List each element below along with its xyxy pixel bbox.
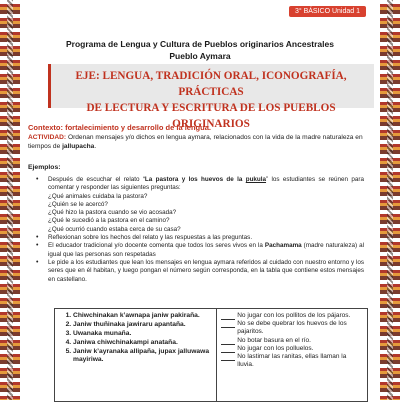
spanish-message-text: No se debe quebrar los huevos de los pajaritos. — [237, 320, 347, 336]
eje-line2: DE LECTURA Y ESCRITURA DE LOS PUEBLOS ORIGINARIOS — [86, 102, 336, 130]
aymara-message-list — [59, 312, 212, 364]
spanish-message — [221, 312, 363, 320]
aymara-message: 4. Janiwa chiwchinakampi anataña. — [73, 339, 212, 347]
eje-accent-bar — [48, 64, 51, 108]
answer-blank[interactable] — [221, 353, 235, 361]
activity-text-bold: jallupacha — [62, 142, 95, 150]
spanish-message-text: No jugar con los polluelos. — [237, 344, 314, 352]
spanish-column — [217, 309, 367, 401]
aymara-message: 3. Uwanaka munaña. — [73, 330, 212, 338]
aymara-column — [55, 309, 217, 401]
spanish-message — [221, 353, 363, 369]
answer-blank[interactable] — [221, 337, 235, 345]
aymara-message: 2. Janiw thuñinaka jawiraru apantaña. — [73, 321, 212, 329]
story-title-word: pukula — [245, 176, 267, 183]
instruction-item — [34, 176, 364, 234]
context-heading: Contexto: fortalecimiento y desarrollo de la lengua. — [28, 123, 211, 132]
activity-text-a: Ordenan mensajes y/o dichos en lengua aymara, relacionados con la vida de la madre naturaleza en tiempos de — [28, 134, 363, 150]
spanish-message-text: No jugar con los pollitos de los pájaros. — [237, 312, 351, 319]
question-item: ¿Qué le sucedió a la pastora en el camino? — [48, 217, 170, 225]
story-title: La pastora y los huevos de la — [144, 176, 246, 183]
instruction-item: • Reflexionan sobre los hechos del relato y las respuestas a las preguntas. — [34, 234, 364, 242]
activity-text-end: . — [94, 142, 97, 150]
question-item: ¿Qué animales cuidaba la pastora? — [48, 192, 148, 200]
instruction-text: ” los estudiantes se reúnen para comentar y responder las siguientes preguntas: — [48, 176, 365, 192]
aymara-message: 1. Chiwchinakan k’awnapa janiw pakiraña. — [73, 312, 212, 320]
pachamama-word: Pachamama — [264, 242, 302, 250]
program-title-line1: Programa de Lengua y Cultura de Pueblos originarios Ancestrales — [66, 39, 334, 49]
eje-line1: EJE: LENGUA, TRADICIÓN ORAL, ICONOGRAFÍA, PRÁCTICAS — [75, 70, 347, 98]
matching-table — [54, 308, 368, 402]
decorative-border-right — [380, 0, 400, 400]
instruction-text: (madre naturaleza) al igual que las personas son respetadas — [48, 242, 364, 258]
question-item: ¿Qué hizo la pastora cuando se vio acosada? — [48, 209, 177, 217]
question-item: ¿Quién se le acercó? — [48, 200, 108, 208]
examples-heading: Ejemplos: — [28, 164, 61, 171]
decorative-border-left — [0, 0, 20, 400]
aymara-message: 5. Janiw k’ayranaka allipaña, jupax jalluwawa mayiriwa. — [73, 348, 212, 365]
instruction-item: • Le pide a los estudiantes que lean los mensajes en lengua aymara referidos al cuidado con nuestro entorno y los seres que en él habitan, y luego pongan el número según corresponda, en la tabla que contiene estos mensajes en castellano. — [34, 259, 364, 284]
spanish-message — [221, 345, 363, 353]
program-title — [28, 38, 372, 62]
program-title-line2: Pueblo Aymara — [169, 51, 231, 61]
answer-blank[interactable] — [221, 312, 235, 320]
spanish-message-list — [221, 312, 363, 369]
instruction-text: Después de escuchar el relato “ — [48, 176, 145, 183]
question-item: ¿Qué ocurrió cuando estaba cerca de su casa? — [48, 225, 181, 233]
spanish-message-text: No botar basura en el río. — [237, 336, 311, 344]
spanish-message-text: No lastimar las ranitas, ellas llaman la lluvia. — [237, 353, 347, 369]
grade-badge: 3° BÁSICO Unidad 1 — [289, 6, 366, 17]
spanish-message — [221, 320, 363, 336]
instruction-item — [34, 242, 364, 259]
instruction-list — [34, 176, 364, 284]
answer-blank[interactable] — [221, 320, 235, 328]
activity-label: ACTIVIDAD: — [28, 134, 67, 141]
spanish-message — [221, 337, 363, 345]
activity-text — [28, 134, 368, 151]
instruction-text: El educador tradicional y/o docente comenta que todos los seres vivos en la — [48, 242, 265, 250]
answer-blank[interactable] — [221, 345, 235, 353]
